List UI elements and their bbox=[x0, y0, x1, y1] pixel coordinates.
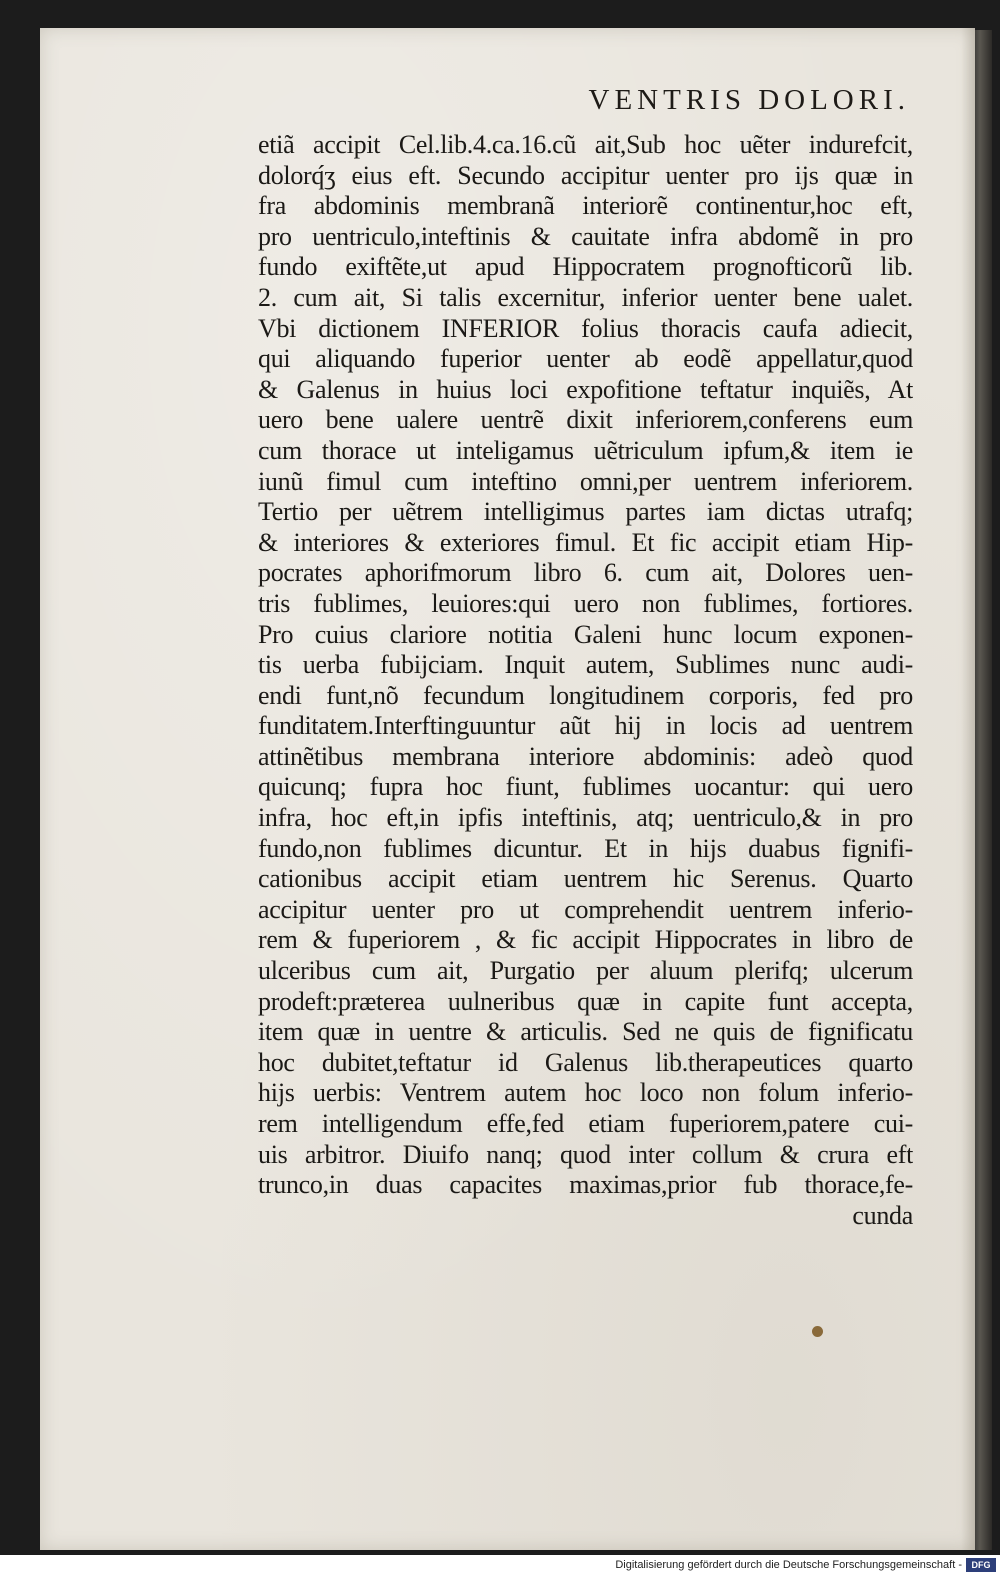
page-edge-shadow bbox=[961, 28, 975, 1550]
text-line: cationibus accipit etiam uentrem hic Serenus. Quarto bbox=[258, 864, 913, 894]
text-line: Vbi dictionem INFERIOR folius thoracis caufa adiecit, bbox=[258, 313, 913, 343]
text-line: quicunq; fupra hoc fiunt, fublimes uocantur: qui uero bbox=[258, 772, 913, 802]
text-line: & interiores & exteriores fimul. Et fic accipit etiam Hip- bbox=[258, 527, 913, 557]
body-text bbox=[258, 130, 913, 1231]
text-line: qui aliquando fuperior uenter ab eodẽ appellatur,quod bbox=[258, 344, 913, 374]
text-line: dolorq́ʒ eius eft. Secundo accipitur uenter pro ĳs quæ in bbox=[258, 160, 913, 190]
running-head: VENTRIS DOLORI. bbox=[588, 84, 910, 116]
text-line: iunũ fimul cum inteftino omni,per uentrem inferiorem. bbox=[258, 466, 913, 496]
text-line: pro uentriculo,inteftinis & cauitate infra abdomẽ in pro bbox=[258, 221, 913, 251]
text-line: infra, hoc eft,in ipfis inteftinis, atq; uentriculo,& in pro bbox=[258, 803, 913, 833]
ornament-dot bbox=[812, 1326, 823, 1337]
text-line: tis uerba fubĳciam. Inquit autem, Sublimes nunc audi- bbox=[258, 650, 913, 680]
text-line: Pro cuius clariore notitia Galeni hunc locum exponen- bbox=[258, 619, 913, 649]
funding-notice: Digitalisierung gefördert durch die Deutsche Forschungsgemeinschaft - bbox=[615, 1559, 962, 1571]
text-line: fra abdominis membranã interiorẽ continentur,hoc eft, bbox=[258, 191, 913, 221]
text-line: uis arbitror. Diuifo nanq; quod inter collum & crura eft bbox=[258, 1139, 913, 1169]
text-line: endi funt,nõ fecundum longitudinem corporis, fed pro bbox=[258, 680, 913, 710]
text-line: Tertio per uẽtrem intelligimus partes iam dictas utrafq; bbox=[258, 497, 913, 527]
text-line: funditatem.Interftinguuntur aũt hĳ in locis ad uentrem bbox=[258, 711, 913, 741]
text-line: & Galenus in huius loci expofitione teftatur inquiẽs, At bbox=[258, 374, 913, 404]
text-line: uero bene ualere uentrẽ dixit inferiorem,conferens eum bbox=[258, 405, 913, 435]
text-line: rem & fuperiorem , & fic accipit Hippocrates in libro de bbox=[258, 925, 913, 955]
text-line: pocrates aphorifmorum libro 6. cum ait, Dolores uen- bbox=[258, 558, 913, 588]
text-line: accipitur uenter pro ut comprehendit uentrem inferio- bbox=[258, 894, 913, 924]
text-line: hĳs uerbis: Ventrem autem hoc loco non folum inferio- bbox=[258, 1078, 913, 1108]
text-line: etiã accipit Cel.lib.4.ca.16.cũ ait,Sub hoc uẽter indurefcit, bbox=[258, 130, 913, 159]
text-line: ulceribus cum ait, Purgatio per aluum plerifq; ulcerum bbox=[258, 956, 913, 986]
text-line: trunco,in duas capacites maximas,prior fub thorace,fe- bbox=[258, 1170, 913, 1200]
text-line: hoc dubitet,teftatur id Galenus lib.therapeutices quarto bbox=[258, 1047, 913, 1077]
footer-bar bbox=[0, 1555, 1000, 1577]
dfg-logo: DFG bbox=[966, 1558, 996, 1572]
text-line: fundo exiftẽte,ut apud Hippocratem prognofticorũ lib. bbox=[258, 252, 913, 282]
text-line: prodeft:præterea uulneribus quæ in capite funt accepta, bbox=[258, 986, 913, 1016]
text-line: tris fublimes, leuiores:qui uero non fublimes, fortiores. bbox=[258, 588, 913, 618]
text-line: fundo,non fublimes dicuntur. Et in hĳs duabus fignifi- bbox=[258, 833, 913, 863]
text-line: rem intelligendum effe,fed etiam fuperiorem,patere cui- bbox=[258, 1109, 913, 1138]
text-line: cum thorace ut inteligamus uẽtriculum ipfum,& item ie bbox=[258, 435, 913, 465]
text-line: cunda bbox=[852, 1200, 913, 1230]
text-line: item quæ in uentre & articulis. Sed ne quis de fignificatu bbox=[258, 1017, 913, 1047]
text-line: 2. cum ait, Si talis excernitur, inferior uenter bene ualet. bbox=[258, 282, 913, 312]
text-line: attinẽtibus membrana interiore abdominis: adeò quod bbox=[258, 741, 913, 771]
